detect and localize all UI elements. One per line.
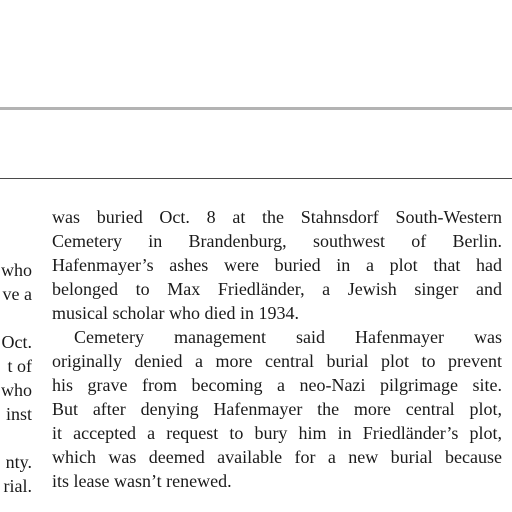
text-line: was buried Oct. 8 at the Stahnsdorf South-Western <box>52 207 502 227</box>
left-column-fragment: rial. <box>3 476 32 496</box>
left-column-fragment: t of <box>7 356 32 376</box>
text-line: belonged to Max Friedländer, a Jewish singer and <box>52 279 502 299</box>
text-line: Cemetery in Brandenburg, southwest of Berlin. <box>52 231 502 251</box>
text-line: his grave from becoming a neo-Nazi pilgrimage site. <box>52 375 502 395</box>
header-divider-bottom <box>0 178 512 179</box>
left-column-fragment: who <box>1 380 32 400</box>
text-line: Hafenmayer’s ashes were buried in a plot that had <box>52 255 502 275</box>
article-paragraph <box>52 205 502 325</box>
left-column-fragment: nty. <box>5 452 32 472</box>
text-line: musical scholar who died in 1934. <box>52 303 299 323</box>
text-line: But after denying Hafenmayer the more central plot, <box>52 399 502 419</box>
left-column-fragment: ve a <box>2 284 32 304</box>
text-line: originally denied a more central burial plot to prevent <box>52 351 502 371</box>
text-line: its lease wasn’t renewed. <box>52 471 232 491</box>
left-column-fragment: Oct. <box>1 332 32 352</box>
header-divider-top <box>0 107 512 110</box>
text-line: it accepted a request to bury him in Friedländer’s plot, <box>52 423 502 443</box>
text-line: which was deemed available for a new burial because <box>52 447 502 467</box>
article-column <box>52 205 502 493</box>
article-paragraph <box>52 325 502 493</box>
left-column-fragment: inst <box>5 404 32 424</box>
text-line: Cemetery management said Hafenmayer was <box>74 327 502 347</box>
left-column-fragment: who <box>1 260 32 280</box>
